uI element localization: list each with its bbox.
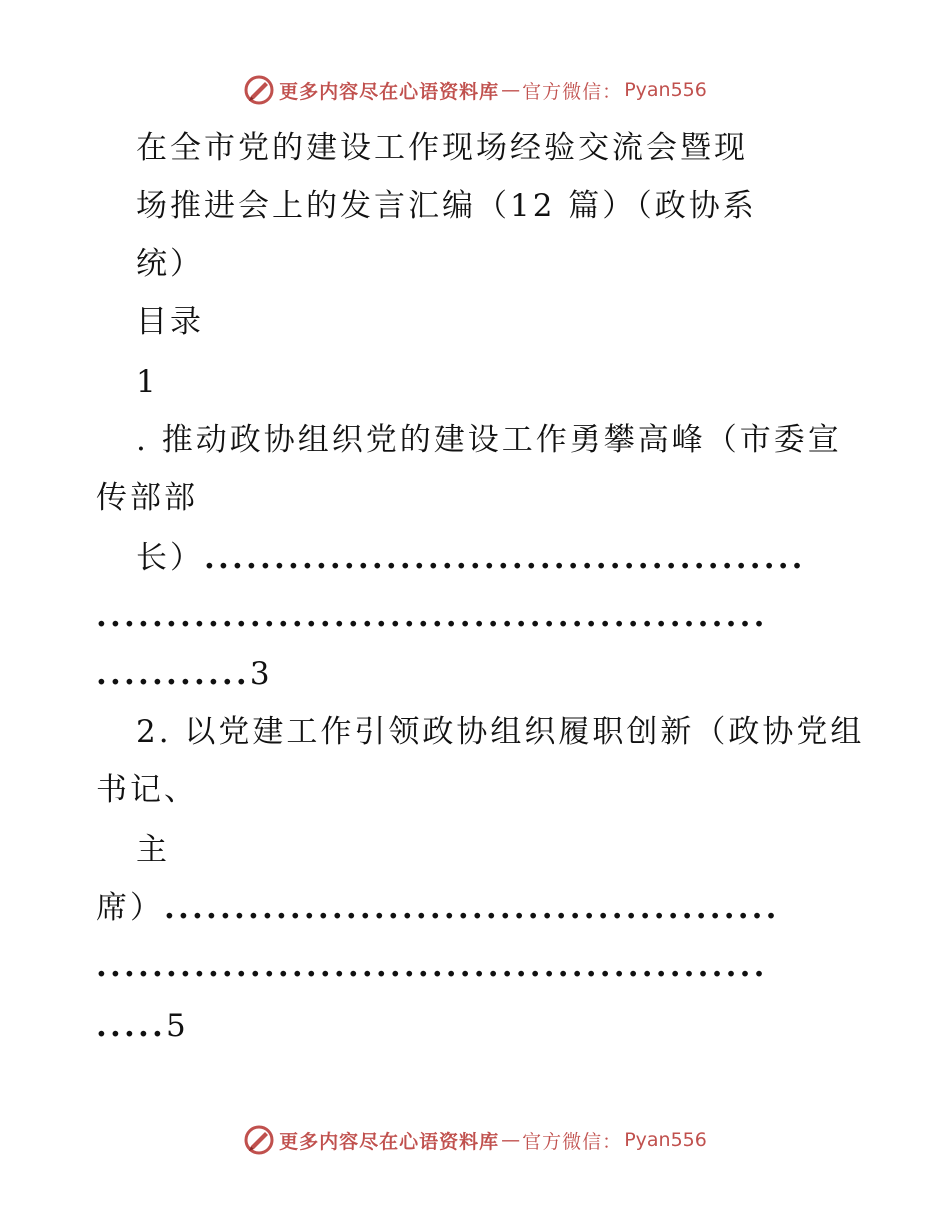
footer-banner-dash: — bbox=[501, 1129, 521, 1151]
banner-wechat-label: 官方微信： bbox=[522, 80, 623, 103]
doc-title-line-3: 统） bbox=[136, 246, 204, 282]
doc-title-line-2: 场推进会上的发言汇编（12 篇）（政协系 bbox=[136, 188, 757, 224]
toc-entry-1-leader-c: ........... bbox=[96, 656, 250, 692]
toc-entry-2-line-1: 2. 以党建工作引领政协组织履职创新（政协党组 bbox=[136, 714, 865, 750]
banner-dash: — bbox=[501, 79, 521, 101]
footer-banner-wechat-id: Pyan556 bbox=[624, 1129, 707, 1151]
toc-entry-1-line-2: 传部部 bbox=[96, 480, 198, 516]
toc-entry-2-line-4 bbox=[96, 888, 780, 928]
toc-entry-2-line-2: 书记、 bbox=[96, 772, 198, 808]
footer-banner-wechat-label: 官方微信： bbox=[522, 1130, 623, 1153]
pen-logo-icon bbox=[243, 74, 275, 106]
toc-entry-1-line-1: . 推动政协组织党的建设工作勇攀高峰（市委宣 bbox=[136, 422, 842, 458]
toc-entry-2-leader-b: ................................................ bbox=[96, 948, 768, 984]
pen-logo-icon bbox=[243, 1124, 275, 1156]
doc-title-line-1: 在全市党的建设工作现场经验交流会暨现 bbox=[136, 130, 748, 166]
toc-entry-2-line-last bbox=[96, 1006, 189, 1046]
toc-entry-1-page: 3 bbox=[249, 656, 273, 692]
toc-entry-2-line-3: 主 bbox=[136, 832, 170, 868]
footer-banner-text: 更多内容尽在心语资料库 bbox=[279, 1130, 500, 1153]
toc-entry-1-line-last bbox=[96, 654, 273, 694]
toc-entry-2-leader-a: ............................................ bbox=[164, 890, 780, 926]
toc-entry-2-leader-c: ..... bbox=[96, 1008, 166, 1044]
toc-entry-1-leader-a: ........................................... bbox=[204, 540, 806, 576]
toc-heading: 目录 bbox=[136, 304, 204, 340]
banner-text: 更多内容尽在心语资料库 bbox=[279, 80, 500, 103]
toc-entry-1-leader-b: ................................................ bbox=[96, 598, 768, 634]
toc-entry-2-page: 5 bbox=[165, 1008, 189, 1044]
footer-banner bbox=[0, 1120, 950, 1160]
toc-entry-2-label: 席） bbox=[96, 890, 164, 926]
banner-wechat-id: Pyan556 bbox=[624, 79, 707, 101]
header-banner bbox=[0, 70, 950, 110]
toc-entry-1-line-3 bbox=[136, 538, 806, 578]
toc-entry-1-label: 长） bbox=[136, 540, 204, 576]
toc-entry-1-number: 1 bbox=[136, 364, 159, 400]
